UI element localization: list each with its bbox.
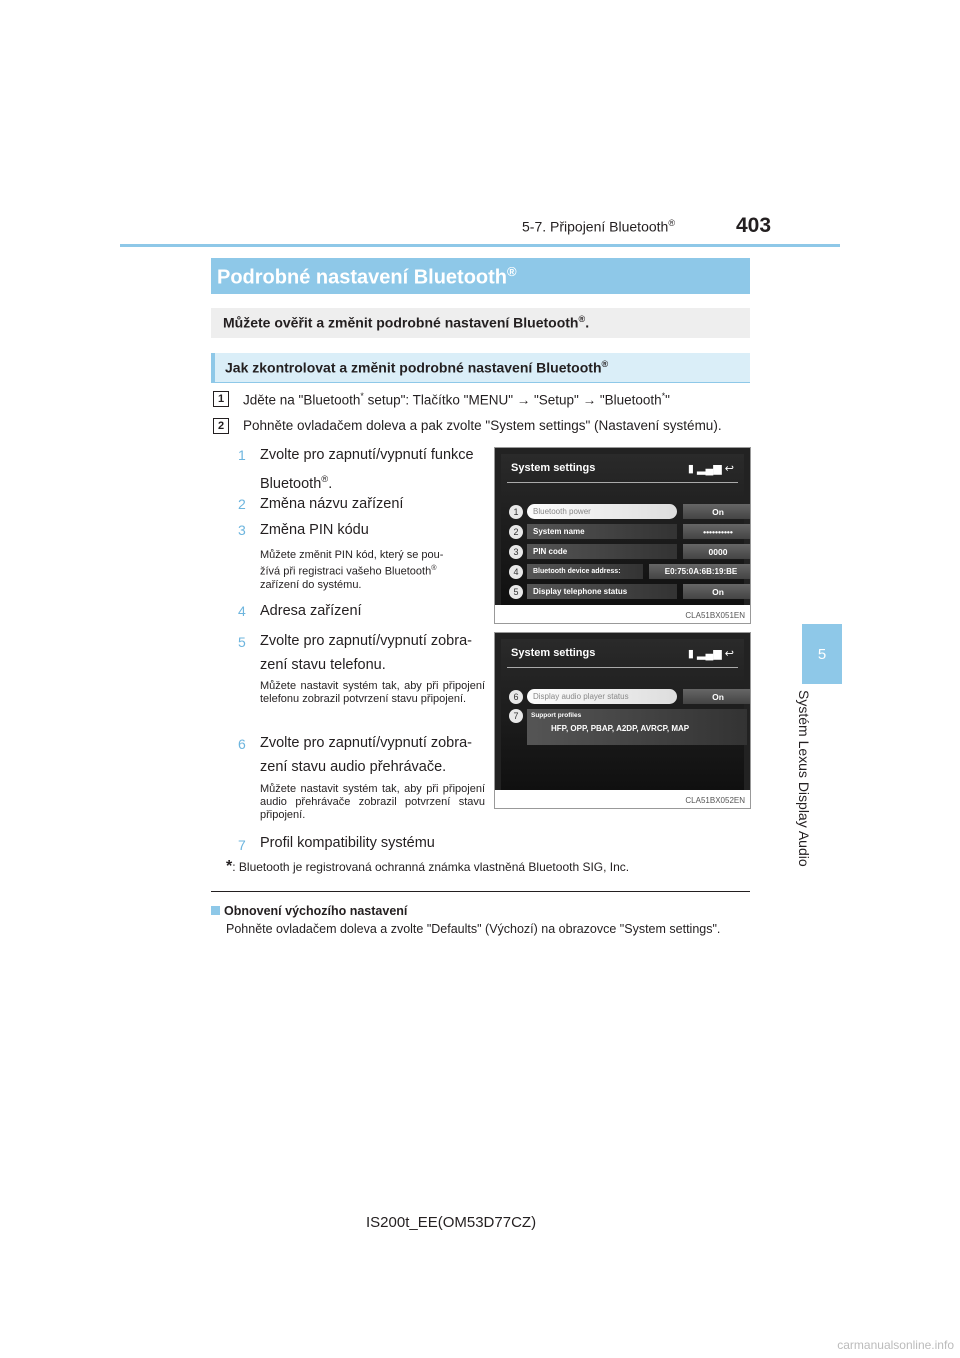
- step-text: Jděte na "Bluetooth* setup": Tlačítko "MENU" → "Setup" → "Bluetooth*": [243, 391, 670, 408]
- item-text: Adresa zařízení: [260, 603, 362, 619]
- setting-label: Display telephone status: [527, 584, 677, 599]
- setting-label: Display audio player status: [527, 689, 677, 704]
- item-text: Změna PIN kódu: [260, 522, 369, 538]
- setting-row[interactable]: [509, 584, 751, 599]
- callout-badge: 3: [509, 545, 523, 559]
- setting-row: [509, 564, 751, 579]
- setting-value: On: [683, 504, 751, 519]
- screen-title: System settings: [511, 647, 596, 659]
- footnote: *: Bluetooth je registrovaná ochranná známka vlastněná Bluetooth SIG, Inc.: [226, 858, 630, 875]
- body-text: Pohněte ovladačem doleva a zvolte "Defaults" (Výchozí) na obrazovce "System settings".: [226, 922, 721, 936]
- setting-row[interactable]: [509, 524, 751, 539]
- screen-divider: [507, 667, 738, 668]
- item-number: 5: [238, 634, 246, 650]
- item-number: 6: [238, 736, 246, 752]
- step-number: 2: [213, 418, 229, 434]
- screenshot-system-settings-2: [494, 632, 751, 809]
- item-text: Zvolte pro zapnutí/vypnutí zobra- zení stavu telefonu.: [260, 633, 472, 673]
- item-text: Profil kompatibility systému: [260, 835, 435, 851]
- setting-value: ••••••••••: [683, 524, 751, 539]
- step-text: Pohněte ovladačem doleva a pak zvolte "System settings" (Nastavení systému).: [243, 418, 722, 433]
- status-icons: ▮ ▂▄▆ ↩: [687, 463, 734, 475]
- setting-value: On: [683, 584, 751, 599]
- subheading: Obnovení výchozího nastavení: [211, 904, 407, 918]
- support-profiles-panel: [527, 709, 747, 745]
- item-note: Můžete nastavit systém tak, aby při připojení audio přehrávače zobrazil potvrzení stavu připojení.: [260, 783, 485, 821]
- separator: [211, 891, 750, 892]
- image-code: CLA51BX052EN: [685, 796, 745, 805]
- setting-value: On: [683, 689, 751, 704]
- item-note: Můžete změnit PIN kód, který se pou- žívá při registraci vašeho Bluetooth® zařízení do systému.: [260, 549, 444, 591]
- setting-label: PIN code: [527, 544, 677, 559]
- setting-value: HFP, OPP, PBAP, A2DP, AVRCP, MAP: [551, 724, 690, 733]
- item-number: 3: [238, 522, 246, 538]
- item-text: Změna názvu zařízení: [260, 496, 404, 512]
- intro-box: Můžete ověřit a změnit podrobné nastavení Bluetooth®.: [211, 308, 750, 338]
- callout-badge: 1: [509, 505, 523, 519]
- setting-label: Support profiles: [531, 712, 582, 719]
- section-title: 5-7. Připojení Bluetooth®: [522, 218, 676, 235]
- callout-badge: 6: [509, 690, 523, 704]
- item-note: Můžete nastavit systém tak, aby při připojení telefonu zobrazil potvrzení stavu připojení.: [260, 680, 485, 705]
- watermark: carmanualsonline.info: [837, 1338, 954, 1352]
- setting-row[interactable]: [509, 544, 751, 559]
- setting-label: Bluetooth device address:: [527, 564, 643, 579]
- setting-value: E0:75:0A:6B:19:BE: [649, 564, 751, 579]
- item-text: Zvolte pro zapnutí/vypnutí zobra- zení stavu audio přehrávače.: [260, 735, 472, 775]
- screen-title: System settings: [511, 462, 596, 474]
- chapter-label: Systém Lexus Display Audio: [796, 690, 812, 867]
- callout-badge: 5: [509, 585, 523, 599]
- callout-badge: 7: [509, 709, 523, 723]
- setting-row[interactable]: [509, 504, 751, 519]
- subsection-title: Jak zkontrolovat a změnit podrobné nastavení Bluetooth®: [211, 353, 750, 383]
- callout-badge: 2: [509, 525, 523, 539]
- item-number: 2: [238, 496, 246, 512]
- chapter-tab: 5: [802, 624, 842, 684]
- setting-label: System name: [527, 524, 677, 539]
- item-text: Zvolte pro zapnutí/vypnutí funkce Bluetooth®.: [260, 447, 474, 492]
- page-number: 403: [736, 214, 772, 237]
- callout-badge: 4: [509, 565, 523, 579]
- header-rule: [120, 244, 840, 247]
- item-number: 7: [238, 837, 246, 853]
- setting-row: [509, 709, 747, 745]
- item-number: 4: [238, 603, 246, 619]
- screen-divider: [507, 482, 738, 483]
- item-number: 1: [238, 447, 246, 463]
- setting-label: Bluetooth power: [527, 504, 677, 519]
- setting-row[interactable]: [509, 689, 751, 704]
- setting-value: 0000: [683, 544, 751, 559]
- screenshot-system-settings-1: [494, 447, 751, 624]
- step-number: 1: [213, 391, 229, 407]
- status-icons: ▮ ▂▄▆ ↩: [687, 648, 734, 660]
- document-code: IS200t_EE(OM53D77CZ): [366, 1214, 537, 1231]
- page-title: Podrobné nastavení Bluetooth®: [211, 258, 750, 294]
- image-code: CLA51BX051EN: [685, 611, 745, 620]
- square-bullet-icon: [211, 906, 220, 915]
